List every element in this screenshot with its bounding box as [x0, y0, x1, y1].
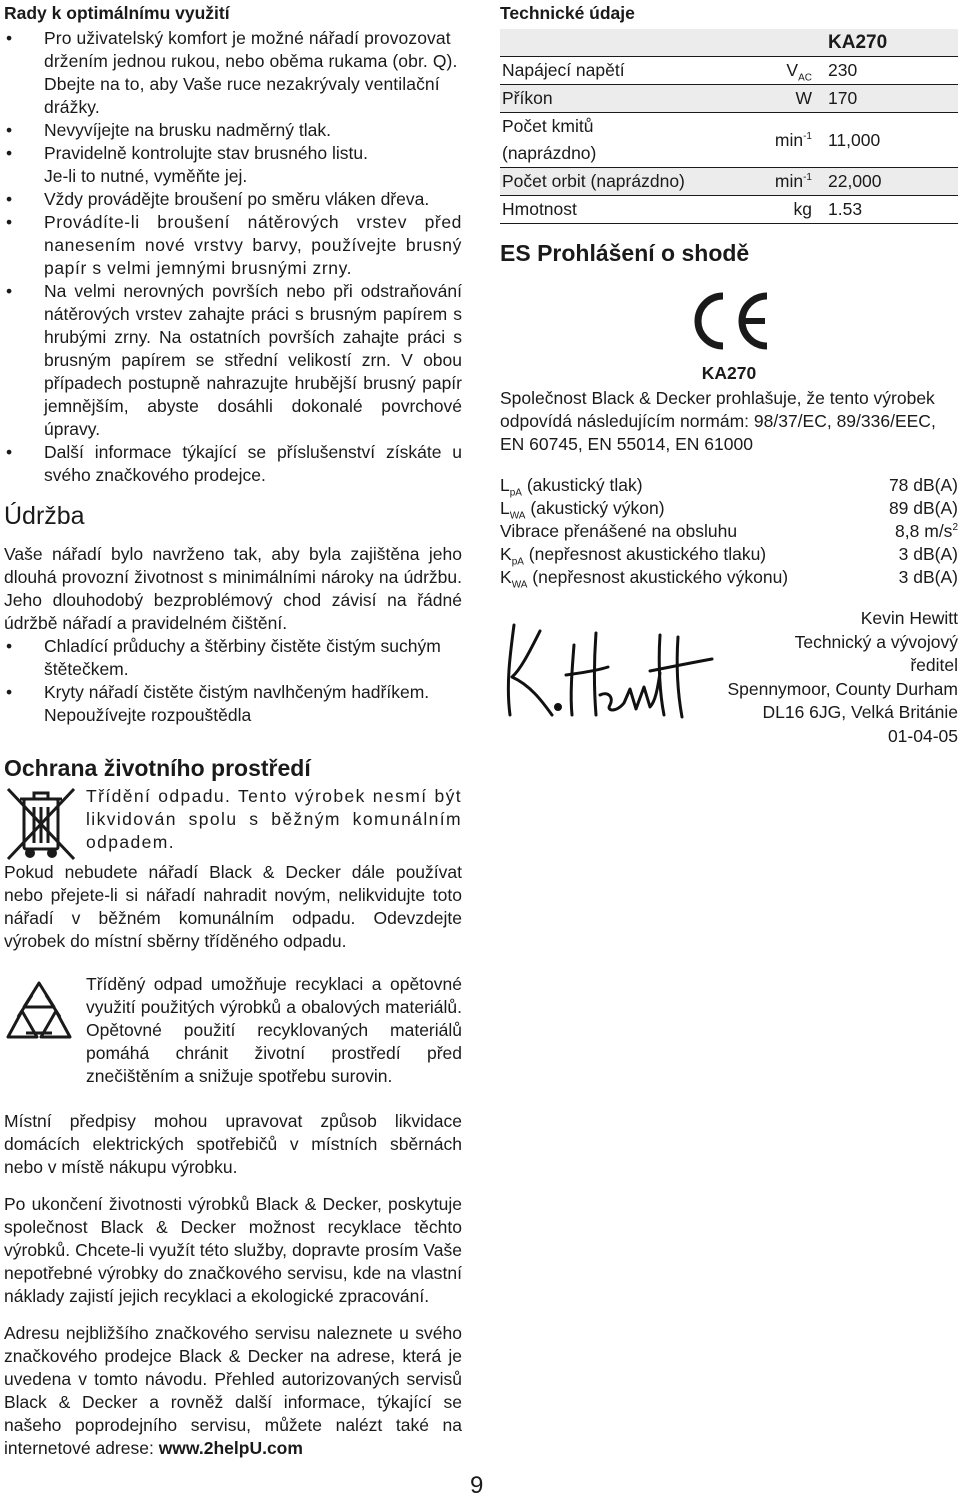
- table-row: [500, 57, 958, 85]
- env-heading: Ochrana životního prostředí: [4, 755, 311, 781]
- bin-text: Třídění odpadu. Tento výrobek nesmí být likvidován spolu s běžným komunálním odpadem.: [86, 786, 462, 852]
- row-value: 230: [826, 57, 958, 85]
- table-row: [500, 29, 958, 57]
- left-column: [4, 0, 462, 1460]
- list-item: • Pro uživatelský komfort je možné nářadí provozovat držením jednou rukou, nebo oběma rukama (obr. Q). Dbejte na to, aby Vaše ruce nezakrývaly ventilační drážky.: [4, 27, 462, 119]
- env-paragraph-1: Pokud nebudete nářadí Black & Decker dále používat nebo přejete-li si nářadí nahradit novým, nelikvidujte toto nářadí v běžném komunálním odpadu. Odevzdejte výrobek do místní sběrny tříděného odpadu.: [4, 862, 462, 951]
- address-line-2: DL16 6JG, Velká Británie: [762, 702, 958, 722]
- recycle-text: Tříděný odpad umožňuje recyklaci a opětovné využití použitých výrobků a obalových materiálů. Opětovné použití recyklovaných materiálů pomáhá chránit životní prostředí před znečištěním a snižuje spotřebu surovin.: [86, 974, 462, 1086]
- table-row: [500, 168, 958, 196]
- list-item: • Další informace týkající se příslušenství získáte u svého značkového prodejce.: [4, 441, 462, 487]
- list-item: $L_{pA}$ (akustický tlak) 78 dB(A): [500, 475, 958, 499]
- list-item: $L_{WA}$ (akustický výkon) 89 dB(A): [500, 498, 958, 522]
- signer-title-1: Technický a vývojový: [794, 631, 958, 652]
- list-item: • Provádíte-li broušení nátěrových vrstev před nanesením nové vrstvy barvy, používejte brusný papír s velmi jemnými brusnými zrny.: [4, 211, 462, 280]
- noise-value: 78 dB(A): [888, 475, 958, 495]
- bin-section: [4, 785, 462, 855]
- signature-icon: [500, 615, 720, 725]
- list-item: $K_{pA}$ (nepřesnost akustického tlaku) 3 dB(A): [500, 544, 958, 568]
- date: 01-04-05: [887, 725, 958, 746]
- noise-value: 8,8 m/s: [895, 521, 953, 541]
- noise-value: 89 dB(A): [888, 498, 958, 518]
- list-item: • Vždy provádějte broušení po směru vláken dřeva.: [4, 188, 462, 211]
- env-paragraph-4: [4, 1322, 462, 1460]
- list-item: Vibrace přenášené na obsluhu 8,8 $m/s^2$: [500, 521, 958, 541]
- row-value: 170: [826, 85, 958, 113]
- list-item: $K_{WA}$ (nepřesnost akustického výkonu) 3 dB(A): [500, 567, 958, 591]
- list-item: • Nevyvíjejte na brusku nadměrný tlak.: [4, 119, 462, 142]
- udrzba-paragraph: Vaše nářadí bylo navrženo tak, aby byla zajištěna jeho dlouhá provozní životnost s minimálními nároky na údržbu. Jeho dlouhodobý bezproblémový chod závisí na řádné údržbě nářadí a pravidelném čištění.: [4, 544, 462, 633]
- tech-heading: Technické údaje: [500, 3, 635, 23]
- row-unit: min: [774, 171, 804, 191]
- row-unit-sup: -1: [803, 172, 812, 184]
- address-line-1: Spennymoor, County Durham: [727, 678, 958, 699]
- rady-heading: Rady k optimálnímu využití: [4, 3, 230, 23]
- rady-list: [4, 27, 462, 487]
- udrzba-heading: Údržba: [4, 502, 85, 530]
- es-heading: ES Prohlášení o shodě: [500, 240, 750, 266]
- udrzba-list: [4, 635, 462, 727]
- model-header: KA270: [826, 29, 958, 57]
- table-row: [500, 113, 958, 168]
- list-item: • Pravidelně kontrolujte stav brusného listu. Je-li to nutné, vyměňte jej.: [4, 142, 374, 188]
- crossed-bin-icon: [4, 785, 78, 863]
- noise-value: 3 dB(A): [898, 567, 958, 587]
- signer-block: [727, 607, 958, 748]
- signature-area: [500, 607, 958, 777]
- row-unit-sub: AC: [798, 72, 812, 84]
- row-value: 22,000: [826, 168, 958, 196]
- row-unit: kg: [793, 199, 812, 219]
- list-item: • Kryty nářadí čistěte čistým navlhčeným hadříkem. Nepoužívejte rozpouštědla: [4, 681, 462, 727]
- row-value: 11,000: [826, 113, 958, 168]
- noise-list: [500, 474, 958, 589]
- env-paragraph-4-text: Adresu nejbližšího značkového servisu naleznete u svého značkového prodejce Black & Decker na adrese, která je uvedena v tomto návodu. Přehled autorizovaných servisů Black & Decker a rovněž další informace, týkající se našeho poprodejního servisu, můžete nalézt také na internetové adrese:: [4, 1323, 462, 1458]
- row-unit: V: [786, 60, 799, 80]
- signer-title-2: ředitel: [910, 655, 958, 675]
- ce-logo-icon: [687, 290, 771, 352]
- ce-mark: [500, 290, 958, 358]
- list-item: • Chladící průduchy a štěrbiny čistěte čistým suchým štětečkem.: [4, 635, 462, 681]
- list-item: • Na velmi nerovných površích nebo při odstraňování nátěrových vrstev zahajte práci s brusným papírem s hrubými zrny. Na ostatních površích zahajte práci s brusným papírem se střední velikostí zrn. V obou případech postupně nahrazujte hrubější brusný papír jemnějším, abyste dosáhli dokonalé povrchové úpravy.: [4, 280, 462, 441]
- env-paragraph-3: Po ukončení životnosti výrobků Black & Decker, poskytuje společnost Black & Decker možnost recyklace těchto výrobků. Chcete-li využít této služby, dopravte prosím Vaše nepotřebné výrobky do značkového servisu, kde na vlastní náklady zajistí jejich recyklaci a ekologické zpracování.: [4, 1194, 462, 1306]
- recycle-section: [4, 973, 462, 1088]
- row-unit: W: [795, 88, 812, 108]
- env-paragraph-2: Místní předpisy mohou upravovat způsob likvidace domácích elektrických spotřebičů v místních sběrnách nebo v místě nákupu výrobku.: [4, 1111, 462, 1177]
- page-number: 9: [470, 1472, 484, 1499]
- row-label: Počet orbit (naprázdno): [500, 168, 690, 196]
- row-label: Příkon: [500, 85, 690, 113]
- service-url[interactable]: www.2helpU.com: [158, 1438, 303, 1458]
- tech-table: [500, 29, 958, 224]
- ce-model: KA270: [701, 363, 757, 383]
- right-column: [500, 0, 958, 777]
- noise-value: 3 dB(A): [898, 544, 958, 564]
- row-label: Hmotnost: [500, 196, 690, 224]
- signer-name: Kevin Hewitt: [860, 608, 958, 628]
- es-text: Společnost Black & Decker prohlašuje, že tento výrobek odpovídá následujícím normám: 98/37/EC, 89/336/EEC, EN 60745, EN 55014, EN 61000: [500, 388, 936, 454]
- table-row: [500, 85, 958, 113]
- recycle-icon: [4, 977, 74, 1043]
- row-label: Napájecí napětí: [500, 57, 690, 85]
- row-label: Počet kmitů (naprázdno): [500, 113, 690, 168]
- row-value: 1.53: [826, 196, 958, 224]
- row-unit-sup: -1: [803, 130, 812, 142]
- row-unit: min: [774, 129, 804, 150]
- table-row: [500, 196, 958, 224]
